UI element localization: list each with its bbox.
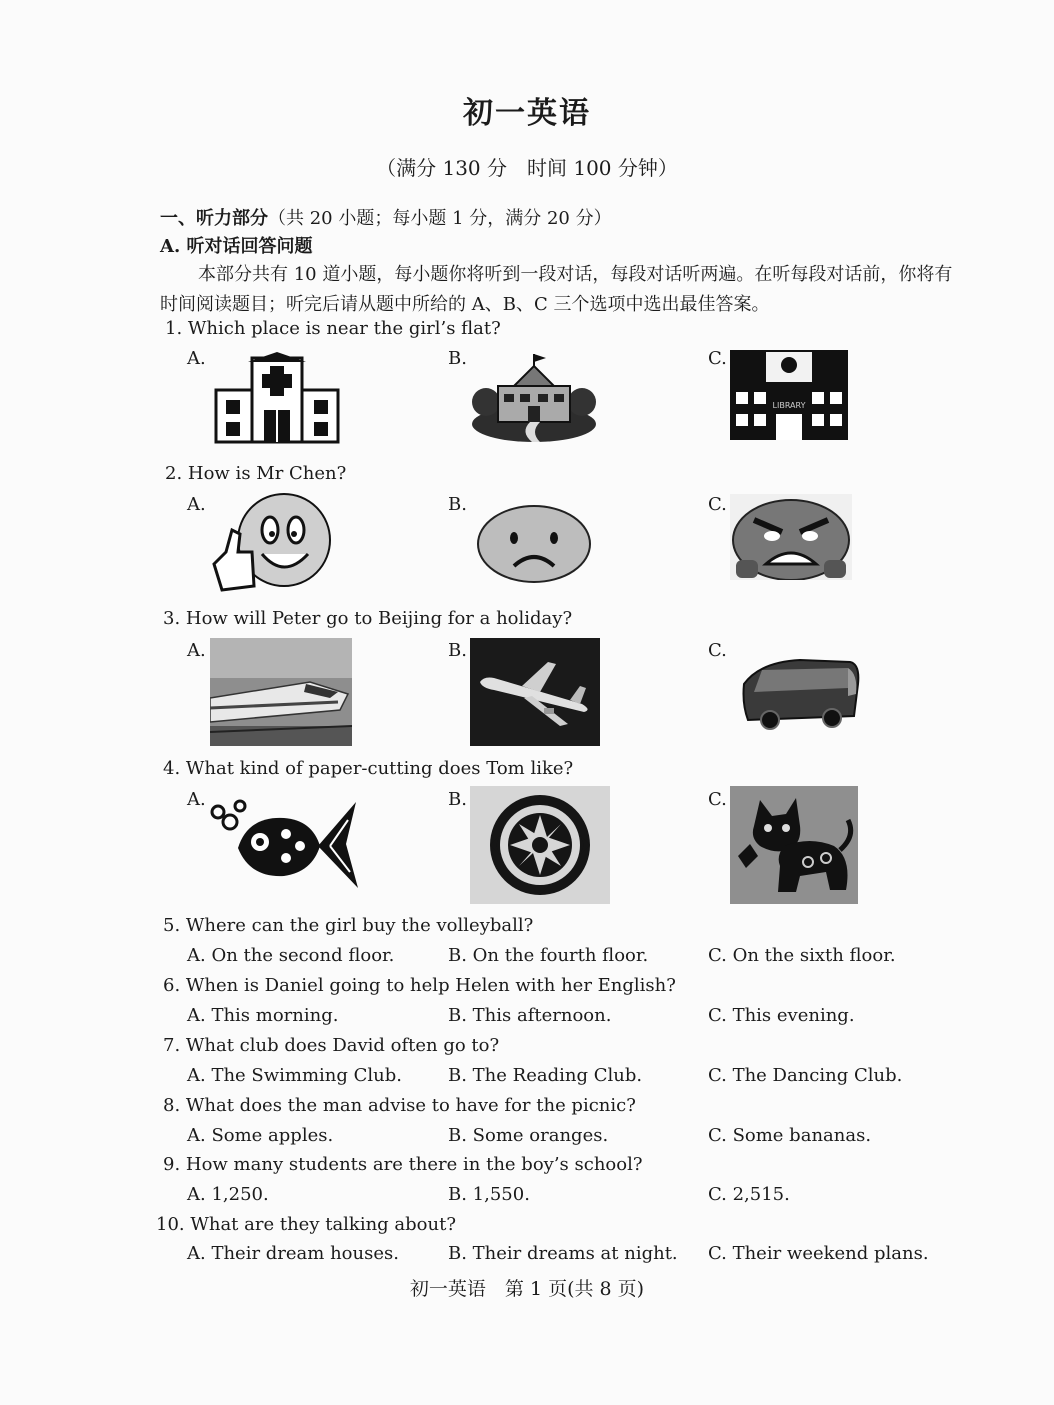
q7-option-c: C. The Dancing Club. [708,1065,903,1086]
q5-option-c: C. On the sixth floor. [708,945,896,966]
page-title: 初一英语 [463,96,591,131]
instruction-text: 本部分共有 10 道小题，每小题你将听到一段对话，每段对话听两遍。在听每段对话前，你将有时间阅读题目；听完后请从题中所给的 A、B、C 三个选项中选出最佳答案。 [160,264,953,315]
page-footer: 初一英语 第 1 页(共 8 页) [409,1278,645,1300]
question-3-stem: 3. How will Peter go to Beijing for a holiday? [163,608,573,629]
q9-option-a: A. 1,250. [187,1184,269,1205]
q1-label-a: A. [187,348,206,369]
question-4-stem: 4. What kind of paper-cutting does Tom like? [163,758,574,779]
q6-option-a: A. This morning. [187,1005,339,1026]
q3-label-c: C. [708,640,727,661]
q2-label-c: C. [708,494,727,515]
sad-face-picture [476,504,592,584]
school-picture [470,352,598,444]
question-1-stem: 1. Which place is near the girl’s flat? [165,318,501,339]
q6-option-c: C. This evening. [708,1005,855,1026]
bus-picture [740,654,862,732]
question-10-stem: 10. What are they talking about? [156,1214,456,1235]
q9-option-b: B. 1,550. [448,1184,530,1205]
question-9-stem: 9. How many students are there in the boy’s school? [163,1154,643,1175]
part-a-heading: A. 听对话回答问题 [160,236,313,257]
flower-paper-cut-picture [470,786,610,904]
happy-face-picture [208,490,334,600]
question-6-stem: 6. When is Daniel going to help Helen with her English? [163,975,676,996]
q4-label-a: A. [187,789,206,810]
section-heading-text: 一、听力部分 [160,208,268,229]
q4-label-c: C. [708,789,727,810]
library-sign: LIBRARY [772,401,806,410]
train-picture [210,638,352,746]
plane-picture [470,638,600,746]
question-7-stem: 7. What club does David often go to? [163,1035,500,1056]
q2-label-b: B. [448,494,467,515]
q6-option-b: B. This afternoon. [448,1005,612,1026]
hospital-picture [214,350,340,444]
q10-option-a: A. Their dream houses. [187,1243,399,1264]
question-8-stem: 8. What does the man advise to have for the picnic? [163,1095,636,1116]
q3-label-b: B. [448,640,467,661]
q8-option-c: C. Some bananas. [708,1125,872,1146]
q4-label-b: B. [448,789,467,810]
instruction-paragraph [160,260,960,320]
q9-option-c: C. 2,515. [708,1184,790,1205]
q7-option-b: B. The Reading Club. [448,1065,643,1086]
question-2-stem: 2. How is Mr Chen? [165,463,347,484]
q1-label-c: C. [708,348,727,369]
score-time-note: （满分 130 分 时间 100 分钟） [376,156,678,180]
q3-label-a: A. [187,640,206,661]
q10-option-b: B. Their dreams at night. [448,1243,678,1264]
cat-paper-cut-picture [730,786,858,904]
question-5-stem: 5. Where can the girl buy the volleyball? [163,915,534,936]
section-note: （共 20 小题；每小题 1 分，满分 20 分） [268,208,612,229]
q2-label-a: A. [187,494,206,515]
q8-option-a: A. Some apples. [187,1125,334,1146]
q1-label-b: B. [448,348,467,369]
angry-face-picture [730,494,852,580]
q5-option-a: A. On the second floor. [187,945,395,966]
q5-option-b: B. On the fourth floor. [448,945,649,966]
library-picture [730,350,848,440]
fish-paper-cut-picture [208,788,360,900]
q7-option-a: A. The Swimming Club. [187,1065,403,1086]
section-heading [160,204,612,230]
q8-option-b: B. Some oranges. [448,1125,609,1146]
q10-option-c: C. Their weekend plans. [708,1243,929,1264]
